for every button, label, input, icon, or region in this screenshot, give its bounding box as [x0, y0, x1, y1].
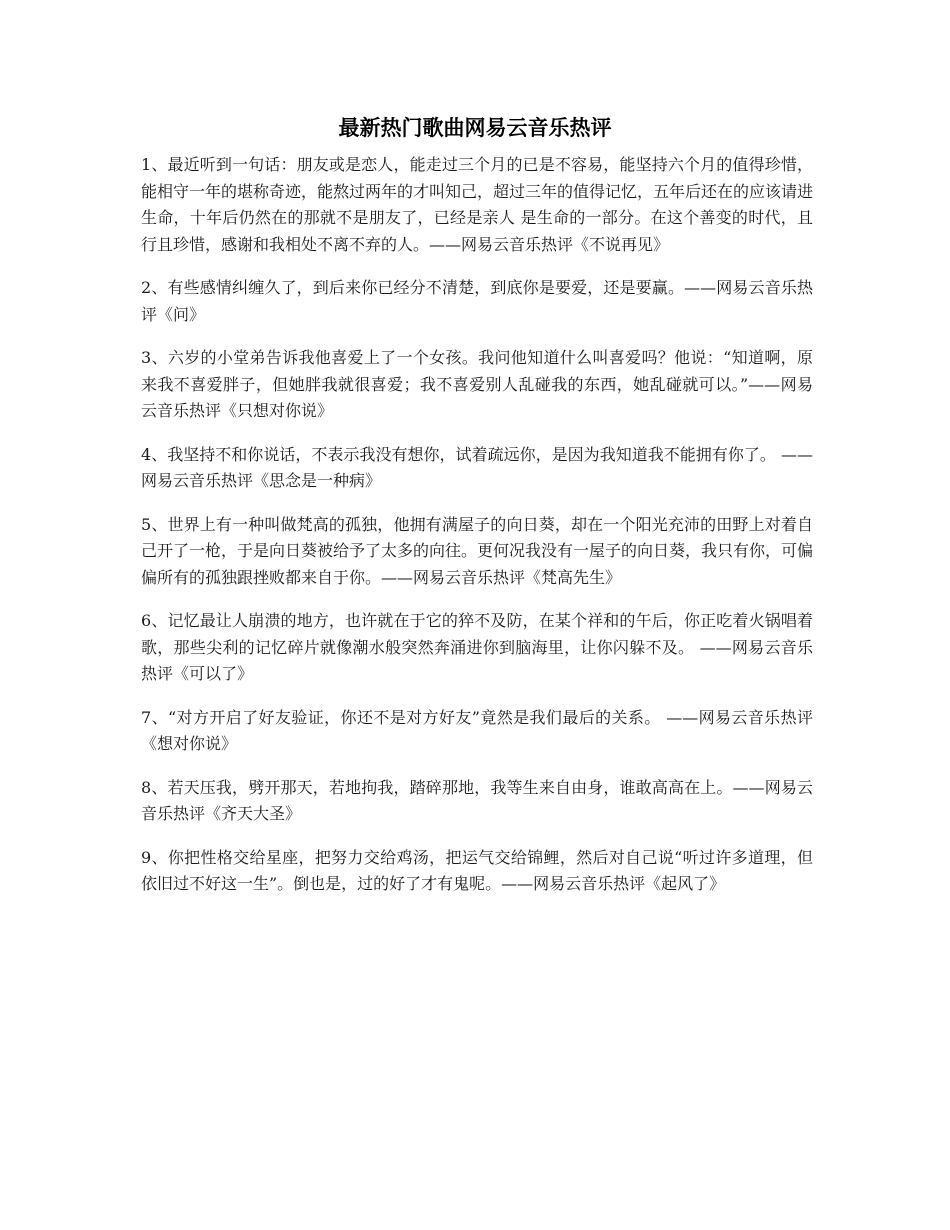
- paragraph-2: 2、有些感情纠缠久了，到后来你已经分不清楚，到底你是要爱，还是要赢。——网易云音乐热评《问》: [141, 278, 813, 324]
- paragraph-9: 9、你把性格交给星座，把努力交给鸡汤，把运气交给锦鲤，然后对自己说“听过许多道理，但依旧过不好这一生”。倒也是，过的好了才有鬼呢。——网易云音乐热评《起风了》: [141, 847, 813, 893]
- page-title: 最新热门歌曲网易云音乐热评: [338, 115, 612, 140]
- paragraph-8: 8、若天压我，劈开那天，若地拘我，踏碎那地，我等生来自由身，谁敢高高在上。——网易云音乐热评《齐天大圣》: [141, 777, 813, 823]
- paragraph-1: 1、最近听到一句话：朋友或是恋人，能走过三个月的已是不容易，能坚持六个月的值得珍惜，能相守一年的堪称奇迹，能熬过两年的才叫知己，超过三年的值得记忆，五年后还在的应该请进生命，十年后仍然在的那就不是朋友了，已经是亲人 是生命的一部分。在这个善变的时代，且行且珍惜，感谢和我相处不离不弃的人。——网易云音乐热评《不说再见》: [141, 155, 814, 254]
- paragraph-4: 4、我坚持不和你说话，不表示我没有想你，试着疏远你，是因为我知道我不能拥有你了。 ——网易云音乐热评《思念是一种病》: [141, 444, 813, 490]
- document-body: [141, 152, 813, 915]
- paragraph-5: 5、世界上有一种叫做梵高的孤独，他拥有满屋子的向日葵，却在一个阳光充沛的田野上对着自己开了一枪，于是向日葵被给予了太多的向往。更何况我没有一屋子的向日葵，我只有你，可偏偏所有的孤独跟挫败都来自于你。——网易云音乐热评《梵高先生》: [141, 514, 814, 587]
- paragraph-6: 6、记忆最让人崩溃的地方，也许就在于它的猝不及防，在某个祥和的午后，你正吃着火锅唱着歌，那些尖利的记忆碎片就像潮水般突然奔涌进你到脑海里，让你闪躲不及。 ——网易云音乐热评《可以了》: [141, 611, 813, 683]
- paragraph-3: 3、六岁的小堂弟告诉我他喜爱上了一个女孩。我问他知道什么叫喜爱吗？他说：“知道啊，原来我不喜爱胖子，但她胖我就很喜爱；我不喜爱别人乱碰我的东西，她乱碰就可以。”——网易云音乐热评《只想对你说》: [141, 348, 813, 420]
- paragraph-7: 7、“对方开启了好友验证，你还不是对方好友”竟然是我们最后的关系。 ——网易云音乐热评《想对你说》: [141, 707, 813, 753]
